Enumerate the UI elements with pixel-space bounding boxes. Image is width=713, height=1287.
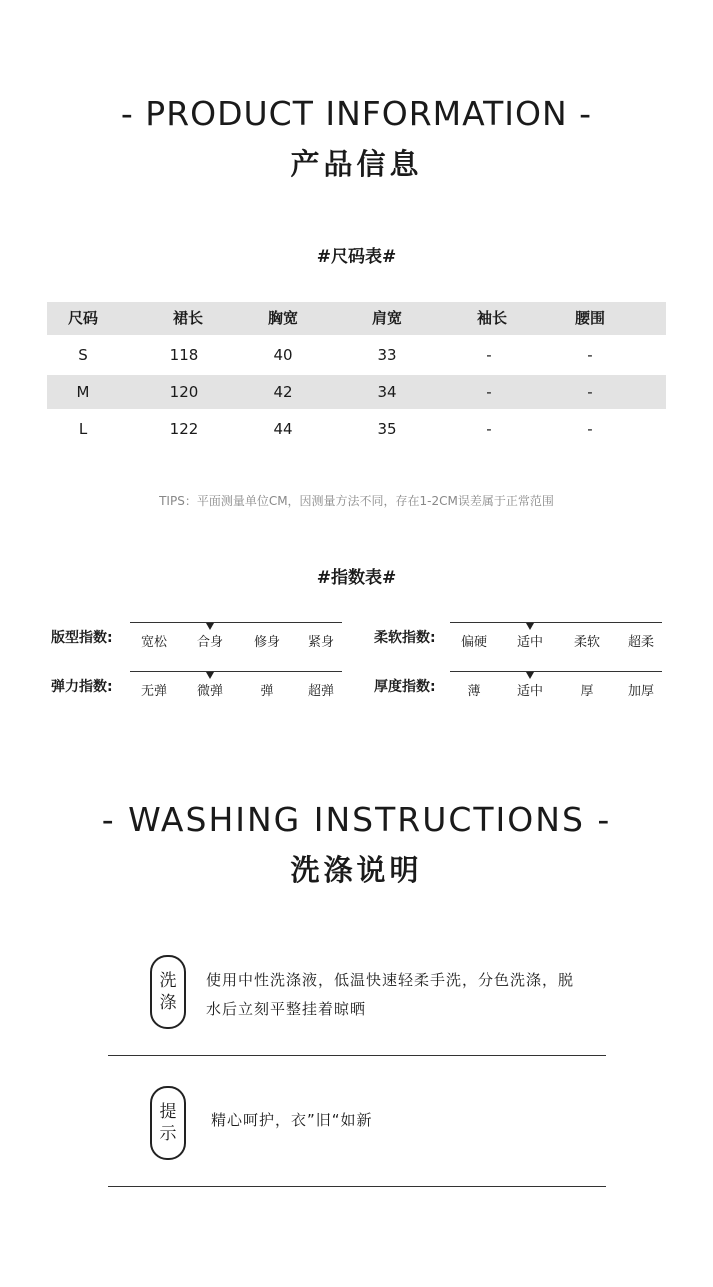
header-cell: 胸宽: [267, 309, 298, 327]
tip-text: [211, 1106, 373, 1135]
scale-option: 偏硬: [460, 635, 487, 650]
table-row: [47, 338, 666, 372]
badge-char: 示: [159, 1124, 177, 1144]
table-cell: 34: [377, 383, 397, 401]
washing-cn-title: 洗涤说明: [290, 853, 423, 887]
badge-char: 洗: [159, 971, 177, 991]
table-cell: -: [486, 346, 492, 364]
index-label: 柔软指数:: [374, 630, 436, 646]
scale-option: 适中: [516, 684, 543, 699]
table-cell: 42: [273, 383, 293, 401]
scale-option: 加厚: [627, 684, 654, 699]
table-cell: -: [587, 420, 593, 438]
scale-option: 适中: [516, 635, 543, 650]
scale-line: [130, 622, 342, 623]
product-cn-title: 产品信息: [290, 147, 423, 181]
washing-en-title: - WASHING INSTRUCTIONS -: [101, 800, 612, 839]
scale-option: 弹: [260, 684, 274, 699]
table-cell: L: [78, 420, 88, 438]
badge-char: 提: [159, 1102, 177, 1122]
index-label: 厚度指数:: [374, 679, 436, 695]
selected-marker-icon: [526, 623, 534, 630]
scale-option: 超柔: [627, 635, 654, 650]
table-cell: 33: [377, 346, 397, 364]
scale-option: 修身: [253, 635, 280, 650]
size-table-header: [47, 302, 666, 335]
scale-line: [130, 671, 342, 672]
index-scale: [450, 671, 662, 701]
divider: [108, 1055, 606, 1056]
table-cell: 35: [377, 420, 397, 438]
scale-option: 合身: [196, 635, 223, 650]
index-chart-title: #指数表#: [316, 568, 397, 588]
selected-marker-icon: [526, 672, 534, 679]
index-label: 版型指数:: [51, 630, 113, 646]
divider: [108, 1186, 606, 1187]
table-cell: 118: [169, 346, 199, 364]
table-cell: 40: [273, 346, 293, 364]
header-cell: 尺码: [67, 309, 98, 327]
wash-instruction-text: [206, 966, 574, 1024]
scale-option: 无弹: [140, 684, 167, 699]
header-cell: 袖长: [476, 309, 507, 327]
header-cell: 腰围: [574, 309, 605, 327]
scale-option: 柔软: [573, 635, 600, 650]
scale-option: 超弹: [307, 684, 334, 699]
scale-line: [450, 622, 662, 623]
table-cell: 120: [169, 383, 199, 401]
badge-char: 涤: [159, 993, 177, 1013]
tip-badge: [150, 1086, 186, 1160]
scale-option: 紧身: [307, 635, 334, 650]
size-table: [47, 302, 666, 446]
wash-badge: [150, 955, 186, 1029]
index-scale: [450, 622, 662, 652]
table-cell: -: [486, 420, 492, 438]
table-cell: -: [486, 383, 492, 401]
table-cell: -: [587, 346, 593, 364]
table-row: [47, 375, 666, 409]
table-cell: S: [78, 346, 88, 364]
scale-option: 薄: [467, 684, 481, 699]
scale-option: 微弹: [196, 684, 223, 699]
header-cell: 肩宽: [371, 309, 402, 327]
text-line: 精心呵护，衣”旧“如新: [211, 1111, 373, 1129]
index-label: 弹力指数:: [51, 679, 113, 695]
table-cell: 44: [273, 420, 293, 438]
text-line: 水后立刻平整挂着晾晒: [206, 1000, 367, 1018]
table-cell: 122: [169, 420, 199, 438]
size-chart-title: #尺码表#: [316, 247, 397, 267]
scale-option: 厚: [580, 684, 594, 699]
product-en-title: - PRODUCT INFORMATION -: [120, 94, 593, 133]
header-cell: 裙长: [172, 309, 203, 327]
index-scale: [130, 671, 342, 701]
table-cell: M: [76, 383, 90, 401]
scale-line: [450, 671, 662, 672]
index-scale: [130, 622, 342, 652]
scale-option: 宽松: [140, 635, 167, 650]
selected-marker-icon: [206, 672, 214, 679]
measurement-tips: TIPS：平面测量单位CM，因测量方法不同，存在1-2CM误差属于正常范围: [159, 494, 554, 508]
table-row: [47, 412, 666, 446]
table-cell: -: [587, 383, 593, 401]
text-line: 使用中性洗涤液，低温快速轻柔手洗，分色洗涤，脱: [206, 971, 575, 989]
selected-marker-icon: [206, 623, 214, 630]
